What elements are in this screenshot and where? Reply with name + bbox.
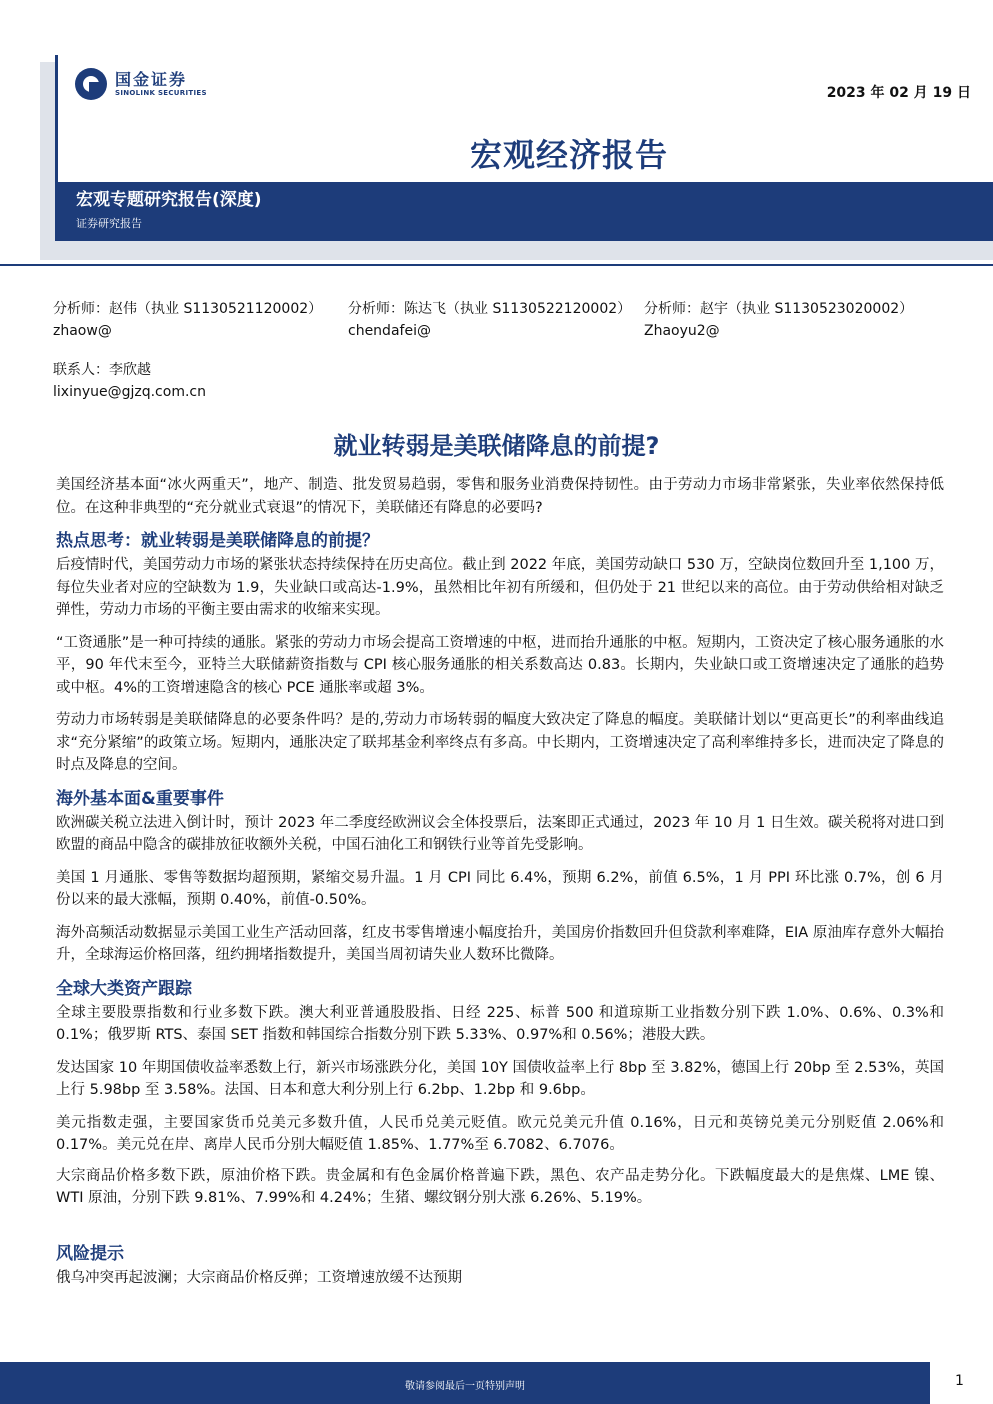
- paragraph: 美元指数走强，主要国家货币兑美元多数升值，人民币兑美元贬值。欧元兑美元升值 0.16%，日元和英镑兑美元分别贬值 2.06%和 0.17%。美元兑在岸、离岸人民币分别大幅贬值 1.85%、1.77%至 6.7082、6.7076。: [56, 1114, 944, 1153]
- report-category: 证券研究报告: [76, 217, 142, 230]
- analyst-3-name: 分析师：赵宇（执业 S1130523020002）: [644, 301, 914, 317]
- contact-name: 联系人：李欣越: [53, 362, 151, 378]
- paragraph: 大宗商品价格多数下跌，原油价格下跌。贵金属和有色金属价格普遍下跌，黑色、农产品走势分化。下跌幅度最大的是焦煤、LME 镍、WTI 原油，分别下跌 9.81%、7.99%和 4.24%；生猪、螺纹钢分别大涨 6.26%、5.19%。: [56, 1167, 944, 1206]
- contact-person: [53, 359, 206, 403]
- analyst-1-name: 分析师：赵伟（执业 S1130521120002）: [53, 301, 323, 317]
- paragraph: 美国 1 月通胀、零售等数据均超预期，紧缩交易升温。1 月 CPI 同比 6.4%，预期 6.2%，前值 6.5%，1 月 PPI 环比涨 0.7%，创 6 月份以来的最大涨幅，预期 0.40%，前值-0.50%。: [56, 869, 944, 908]
- analyst-2: [348, 298, 631, 342]
- paragraph: 海外高频活动数据显示美国工业生产活动回落，红皮书零售增速小幅度抬升，美国房价指数回升但贷款利率难降，EIA 原油库存意外大幅抬升，全球海运价格回落，纽约拥堵指数提升，美国当周初请失业人数环比微降。: [56, 924, 944, 963]
- section-title-hot-topic: 热点思考：就业转弱是美联储降息的前提？: [56, 531, 379, 551]
- report-title: 宏观经济报告: [470, 136, 669, 174]
- paragraph: 发达国家 10 年期国债收益率悉数上行，新兴市场涨跌分化，美国 10Y 国债收益率上行 8bp 至 3.82%，德国上行 20bp 至 2.53%，英国上行 5.98bp 至 3.58%。法国、日本和意大利分别上行 6.2bp、1.2bp 和 9.6bp。: [56, 1059, 944, 1098]
- logo-mark-icon: [75, 68, 107, 100]
- paragraph: 后疫情时代，美国劳动力市场的紧张状态持续保持在历史高位。截止到 2022 年底，美国劳动缺口 530 万，空缺岗位数回升至 1,100 万，每位失业者对应的空缺数为 1.9，失业缺口或高达-1.9%，虽然相比年初有所缓和，但仍处于 21 世纪以来的高位。由于劳动供给相对缺乏弹性，劳动力市场的平衡主要由需求的收缩来实现。: [56, 557, 944, 618]
- paragraph: “工资通胀”是一种可持续的通胀。紧张的劳动力市场会提高工资增速的中枢，进而抬升通胀的中枢。短期内，工资决定了核心服务通胀的水平，90 年代末至今，亚特兰大联储薪资指数与 CPI 核心服务通胀的相关系数高达 0.83。长期内，失业缺口或工资增速决定了通胀的趋势或中枢。4%的工资增速隐含的核心 PCE 通胀率或超 3%。: [56, 634, 944, 696]
- report-headline: 就业转弱是美联储降息的前提?: [333, 432, 660, 460]
- page-number: 1: [955, 1373, 964, 1389]
- section-title-assets: 全球大类资产跟踪: [56, 978, 192, 999]
- paragraph: 欧洲碳关税立法进入倒计时，预计 2023 年二季度经欧洲议会全体投票后，法案即正式通过，2023 年 10 月 1 日生效。碳关税将对进口到欧盟的商品中隐含的碳排放征收额外关税，中国石油化工和钢铁行业等首先受影响。: [56, 814, 944, 853]
- report-subtitle: 宏观专题研究报告(深度): [76, 190, 262, 210]
- analyst-3-email: Zhaoyu2@: [644, 323, 720, 339]
- analyst-1-email: zhaow@: [53, 323, 112, 339]
- logo-cn-text: 国金证券: [115, 69, 188, 89]
- header-divider: [0, 264, 993, 266]
- company-logo: [75, 68, 207, 100]
- section-title-risk: 风险提示: [56, 1243, 124, 1264]
- contact-email: lixinyue@gjzq.com.cn: [53, 384, 206, 400]
- paragraph: 全球主要股票指数和行业多数下跌。澳大利亚普通股股指、日经 225、标普 500 和道琼斯工业指数分别下跌 1.0%、0.6%、0.3%和 0.1%；俄罗斯 RTS、泰国 SET 指数和韩国综合指数分别下跌 5.33%、0.97%和 0.56%；港股大跌。: [56, 1004, 944, 1043]
- intro-paragraph: 美国经济基本面“冰火两重天”，地产、制造、批发贸易趋弱，零售和服务业消费保持韧性。由于劳动力市场非常紧张，失业率依然保持低位。在这种非典型的“充分就业式衰退”的情况下，美联储还有降息的必要吗?: [56, 477, 944, 516]
- analyst-3: [644, 298, 913, 342]
- footer-disclaimer: 敬请参阅最后一页特别声明: [405, 1381, 525, 1392]
- report-body: [56, 474, 944, 1299]
- logo-en-text: SINOLINK SECURITIES: [115, 88, 207, 97]
- section-title-overseas: 海外基本面&重要事件: [56, 788, 224, 809]
- analyst-2-email: chendafei@: [348, 323, 431, 339]
- analyst-2-name: 分析师：陈达飞（执业 S1130522120002）: [348, 301, 632, 317]
- risk-paragraph: 俄乌冲突再起波澜；大宗商品价格反弹；工资增速放缓不达预期: [56, 1269, 462, 1286]
- report-date: 2023 年 02 月 19 日: [826, 85, 971, 101]
- paragraph: 劳动力市场转弱是美联储降息的必要条件吗？是的,劳动力市场转弱的幅度大致决定了降息的幅度。美联储计划以“更高更长”的利率曲线追求“充分紧缩”的政策立场。短期内，通胀决定了联邦基金利率终点有多高。中长期内，工资增速决定了高利率维持多长，进而决定了降息的时点及降息的空间。: [56, 712, 944, 773]
- analyst-1: [53, 298, 322, 342]
